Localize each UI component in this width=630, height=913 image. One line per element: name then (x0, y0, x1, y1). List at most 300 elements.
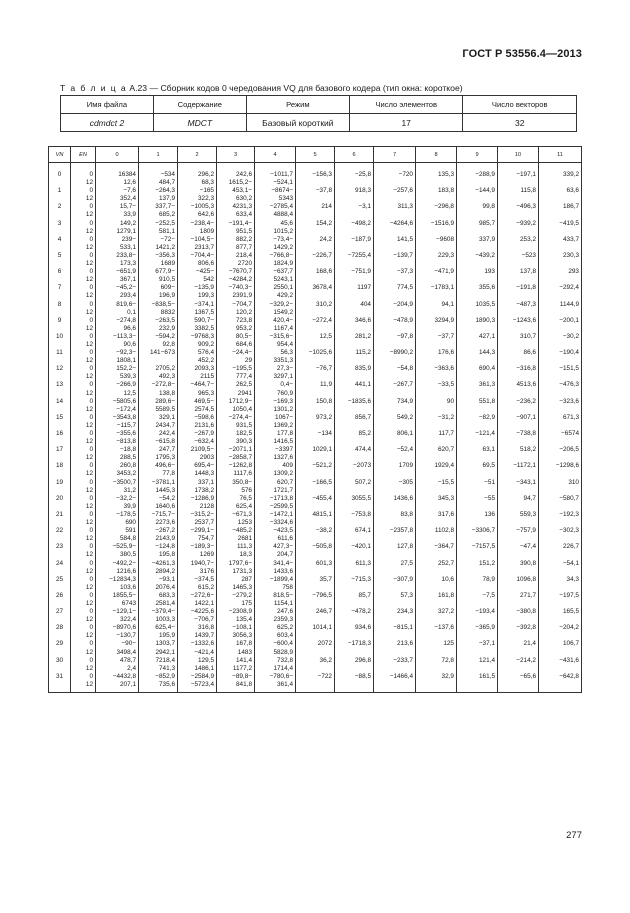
value-cell: 774,5 (374, 284, 416, 300)
value-cell: −907,1 (498, 414, 539, 430)
column-header: 4 (255, 147, 296, 163)
vector-number-cell: 31 (49, 673, 71, 693)
value-cell: −52,4 (374, 446, 416, 462)
value-cell: −753,8 (335, 511, 374, 527)
value-cell: 310,7 (498, 333, 539, 349)
element-index-cell: 0 12 (71, 430, 96, 446)
value-cell: −38,2 (296, 527, 335, 543)
table-row (49, 268, 582, 284)
value-cell: 404 (335, 301, 374, 317)
meta-values-row (61, 114, 577, 132)
value-cell: 559,3 (498, 511, 539, 527)
value-cell: −3,1 (335, 203, 374, 219)
value-cell: −1713,8 −2599,5 (255, 495, 296, 511)
element-index-cell: 0 12 (71, 236, 96, 252)
value-cell: 310,2 (296, 301, 335, 317)
value-cell: 177,8 1416,5 (255, 430, 296, 446)
value-cell: 625,4− 195,9 (139, 624, 178, 640)
value-cell: −8970,6 −130,7 (96, 624, 139, 640)
vector-number-cell: 21 (49, 511, 71, 527)
value-cell: 94,1 (416, 301, 457, 317)
value-cell: −25,8 (335, 163, 374, 188)
value-cell: −267,2 2143,9 (139, 527, 178, 543)
value-cell: −580,7 (539, 495, 582, 511)
value-cell: 69,5 (457, 462, 498, 478)
value-cell: −425− 542 (178, 268, 217, 284)
value-cell: 137,8 (498, 268, 539, 284)
value-cell: −166,5 (296, 479, 335, 495)
codebook-rows (49, 163, 582, 693)
element-index-cell: 0 12 (71, 495, 96, 511)
value-cell: −72− 1421,2 (139, 236, 178, 252)
value-cell: 835,9 (335, 365, 374, 381)
column-header: EN (71, 147, 96, 163)
value-cell: 260,8 3453,2 (96, 462, 139, 478)
table-row (49, 301, 582, 317)
value-cell: 551,8 (457, 398, 498, 414)
value-cell: 341,4− 1433,6 (255, 560, 296, 576)
value-cell: −523 (498, 252, 539, 268)
value-cell: 1197 (335, 284, 374, 300)
value-cell: 427,3− 204,7 (255, 543, 296, 559)
value-cell: 420,4− 1167,4 (255, 317, 296, 333)
value-cell: −423,5 611,6 (255, 527, 296, 543)
value-cell: 695,4− 1448,3 (178, 462, 217, 478)
value-cell: −18,8 288,5 (96, 446, 139, 462)
codebook-data-table (48, 146, 582, 693)
value-cell: 591 584,8 (96, 527, 139, 543)
value-cell: −236,2 (498, 398, 539, 414)
value-cell: −720 (374, 163, 416, 188)
value-cell: −190,4 (539, 349, 582, 365)
meta-header-filename: Имя файла (61, 96, 154, 114)
value-cell: 2550,1 429,2 (255, 284, 296, 300)
value-cell: 1303,7 2942,1 (139, 640, 178, 656)
value-cell: 83,8 (374, 511, 416, 527)
value-cell: −637,7 5243,1 (255, 268, 296, 284)
value-cell: 218,4 2720 (217, 252, 255, 268)
value-cell: 10,6 (416, 576, 457, 592)
table-row (49, 163, 582, 188)
table-row (49, 252, 582, 268)
vector-number-cell: 18 (49, 462, 71, 478)
table-row (49, 398, 582, 414)
value-cell: 57,3 (374, 592, 416, 608)
element-index-cell: 0 12 (71, 608, 96, 624)
vector-number-cell: 11 (49, 349, 71, 365)
value-cell: −1516,9 (416, 220, 457, 236)
value-cell: 985,7 (457, 220, 498, 236)
value-cell: −1005,3 642,6 (178, 203, 217, 219)
value-cell: 242,6 1615,2− (217, 163, 255, 188)
value-cell: −464,7− 965,3 (178, 381, 217, 397)
value-cell: −600,4 5828,9 (255, 640, 296, 656)
meta-header-content: Содержание (153, 96, 246, 114)
value-cell: −374,5 615,2 (178, 576, 217, 592)
value-cell: 296,2 68,3 (178, 163, 217, 188)
value-cell: 63,1 (457, 446, 498, 462)
value-cell: 918,3 (335, 187, 374, 203)
vector-number-cell: 8 (49, 301, 71, 317)
value-cell: −279,2 175 (217, 592, 255, 608)
value-cell: −7,5 (457, 592, 498, 608)
value-cell: 474,4 (335, 446, 374, 462)
value-cell: −1286,9 2128 (178, 495, 217, 511)
element-index-cell: 0 12 (71, 317, 96, 333)
value-cell: −431,6 (539, 657, 582, 673)
value-cell: 1797,6− 1731,3 (217, 560, 255, 576)
column-header: 8 (416, 147, 457, 163)
value-cell: 0,4− 760,9 (255, 381, 296, 397)
value-cell: 409 1309,2 (255, 462, 296, 478)
value-cell: −2584,9 −5723,4 (178, 673, 217, 693)
value-cell: 518,2 (498, 446, 539, 462)
value-cell: −2785,4 4888,4 (255, 203, 296, 219)
value-cell: 1102,8 (416, 527, 457, 543)
value-cell: 154,2 (296, 220, 335, 236)
value-cell: −796,5 (296, 592, 335, 608)
value-cell: 168,6 (296, 268, 335, 284)
table-row (49, 608, 582, 624)
value-cell: 15,7− 33,9 (96, 203, 139, 219)
value-cell: −88,5 (335, 673, 374, 693)
value-cell: 1712,9− 1050,4 (217, 398, 255, 414)
value-cell: 165,5 (539, 608, 582, 624)
vector-number-cell: 7 (49, 284, 71, 300)
value-cell: −2073 (335, 462, 374, 478)
value-cell: 683,3 2581,4 (139, 592, 178, 608)
value-cell: −7157,5 (457, 543, 498, 559)
value-cell: −838,5− 8832 (139, 301, 178, 317)
value-cell: −51 (457, 479, 498, 495)
value-cell: 34,3 (539, 576, 582, 592)
vector-number-cell: 24 (49, 560, 71, 576)
vector-number-cell: 9 (49, 317, 71, 333)
value-cell: −1718,3 (335, 640, 374, 656)
value-cell: 625,2 603,4 (255, 624, 296, 640)
column-header: 6 (335, 147, 374, 163)
value-cell: 289,6− 5589,5 (139, 398, 178, 414)
value-cell: −8674− 5343 (255, 187, 296, 203)
value-cell: 161,5 (457, 673, 498, 693)
value-cell: 151,2 (457, 560, 498, 576)
value-cell: 1855,5− 6743 (96, 592, 139, 608)
vector-number-cell: 2 (49, 203, 71, 219)
value-cell: −478,9 (374, 317, 416, 333)
value-cell: −32,2− 39,9 (96, 495, 139, 511)
value-cell: 1890,3 (457, 317, 498, 333)
value-cell: −642,8 (539, 673, 582, 693)
value-cell: 253,2 (498, 236, 539, 252)
value-cell: −12834,3 103,6 (96, 576, 139, 592)
value-cell: 856,7 (335, 414, 374, 430)
value-cell: −124,8 195,8 (139, 543, 178, 559)
value-cell: −37,3 (374, 268, 416, 284)
value-cell: 239− 533,1 (96, 236, 139, 252)
value-cell: 469,5− 2574,5 (178, 398, 217, 414)
value-cell: 72,8 (416, 657, 457, 673)
value-cell: 734,9 (374, 398, 416, 414)
value-cell: −1835,6 (335, 398, 374, 414)
value-cell: −37,1 (457, 640, 498, 656)
value-cell: −487,3 (498, 301, 539, 317)
value-cell: −302,3 (539, 527, 582, 543)
value-cell: 311,3 (374, 203, 416, 219)
value-cell: 732,8 1714,4 (255, 657, 296, 673)
vector-number-cell: 29 (49, 640, 71, 656)
value-cell: −9768,3 909,2 (178, 333, 217, 349)
value-cell: −3306,7 (457, 527, 498, 543)
value-cell: −97,8 (374, 333, 416, 349)
value-cell: 4231,3 633,4 (217, 203, 255, 219)
value-cell: 7218,4 741,3 (139, 657, 178, 673)
value-cell: 125 (416, 640, 457, 656)
value-cell: −492,2− 1216,6 (96, 560, 139, 576)
value-cell: −187,9 (335, 236, 374, 252)
value-cell: −31,2 (416, 414, 457, 430)
table-row (49, 236, 582, 252)
value-cell: 478,7 2,4 (96, 657, 139, 673)
value-cell: −197,1 (498, 163, 539, 188)
column-header: 3 (217, 147, 255, 163)
value-cell: −3397 1327,6 (255, 446, 296, 462)
value-cell: 609− 196,9 (139, 284, 178, 300)
value-cell: 1035,5 (457, 301, 498, 317)
value-cell: −455,4 (296, 495, 335, 511)
value-cell: 144,3 (457, 349, 498, 365)
vector-number-cell: 3 (49, 220, 71, 236)
value-cell: −740,3− 2391,9 (217, 284, 255, 300)
value-cell: 3678,4 (296, 284, 335, 300)
value-cell: 186,7 (539, 203, 582, 219)
element-index-cell: 0 12 (71, 511, 96, 527)
value-cell: −594,2 92,8 (139, 333, 178, 349)
value-cell: −165 322,3 (178, 187, 217, 203)
column-header: 7 (374, 147, 416, 163)
table-row (49, 365, 582, 381)
value-cell: −316,8 (498, 365, 539, 381)
table-row (49, 624, 582, 640)
value-cell: 507,2 (335, 479, 374, 495)
value-cell: −54,2 1640,6 (139, 495, 178, 511)
value-cell: 806,1 (374, 430, 416, 446)
value-cell: −4264,6 (374, 220, 416, 236)
value-cell: −315,2− 2537,7 (178, 511, 217, 527)
value-cell: −193,4 (457, 608, 498, 624)
value-cell: −89,8− 841,8 (217, 673, 255, 693)
value-cell: −374,1 1367,5 (178, 301, 217, 317)
value-cell: 2705,2 492,3 (139, 365, 178, 381)
value-cell: 433,7 (539, 236, 582, 252)
value-cell: 234,3 (374, 608, 416, 624)
value-cell: −15,5 (416, 479, 457, 495)
value-cell: 549,2 (374, 414, 416, 430)
value-cell: −272,4 (296, 317, 335, 333)
value-cell: 2109,5− 2903 (178, 446, 217, 462)
value-cell: −751,9 (335, 268, 374, 284)
element-index-cell: 0 12 (71, 203, 96, 219)
value-cell: −485,2 2681 (217, 527, 255, 543)
value-cell: −134 (296, 430, 335, 446)
vector-number-cell: 22 (49, 527, 71, 543)
value-cell: 176,6 (416, 349, 457, 365)
element-index-cell: 0 12 (71, 543, 96, 559)
value-cell: −939,2 (498, 220, 539, 236)
value-cell: 252,7 (416, 560, 457, 576)
value-cell: −315,6− 954,4 (255, 333, 296, 349)
value-cell: 35,7 (296, 576, 335, 592)
value-cell: −121,4 (457, 430, 498, 446)
value-cell: 213,6 (374, 640, 416, 656)
value-cell: −104,5− 2313,7 (178, 236, 217, 252)
value-cell: 149,2 1279,1 (96, 220, 139, 236)
value-cell: 1096,8 (498, 576, 539, 592)
value-cell: −329,2− 1549,2 (255, 301, 296, 317)
element-index-cell: 0 12 (71, 576, 96, 592)
value-cell: −65,6 (498, 673, 539, 693)
value-cell: −671,3 1253 (217, 511, 255, 527)
value-cell: −37,8 (296, 187, 335, 203)
value-cell: 1014,1 (296, 624, 335, 640)
value-cell: −191,8 (498, 284, 539, 300)
vector-number-cell: 15 (49, 414, 71, 430)
value-cell: 247,7 1795,3 (139, 446, 178, 462)
value-cell: −419,5 (539, 220, 582, 236)
value-cell: 4513,6 (498, 381, 539, 397)
value-cell: −30,2 (539, 333, 582, 349)
value-cell: 2072 (296, 640, 335, 656)
element-index-cell: 0 12 (71, 268, 96, 284)
value-cell: 1029,1 (296, 446, 335, 462)
value-cell: −722 (296, 673, 335, 693)
value-cell: −93,1 2076,4 (139, 576, 178, 592)
vector-number-cell: 28 (49, 624, 71, 640)
value-cell: 183,8 (416, 187, 457, 203)
standard-number: ГОСТ Р 53556.4—2013 (462, 48, 582, 60)
value-cell: −267,7 (374, 381, 416, 397)
value-cell: −264,3 137,9 (139, 187, 178, 203)
value-cell: −1025,6 (296, 349, 335, 365)
table-row (49, 414, 582, 430)
value-cell: 136 (457, 511, 498, 527)
value-cell: 242,4 −615,8 (139, 430, 178, 446)
value-cell: 1144,9 (539, 301, 582, 317)
element-index-cell: 0 12 (71, 673, 96, 693)
value-cell: 674,1 (335, 527, 374, 543)
value-cell: −505,8 (296, 543, 335, 559)
value-cell: 230,3 (539, 252, 582, 268)
value-cell: −356,3 1689 (139, 252, 178, 268)
value-cell: −3500,7 31,2 (96, 479, 139, 495)
value-cell: 453,1− 630,2 (217, 187, 255, 203)
value-cell: 441,1 (335, 381, 374, 397)
column-header: 1 (139, 147, 178, 163)
column-header: 2 (178, 147, 217, 163)
table-label: Т а б л и ц а (60, 83, 127, 93)
value-cell: 281,2 (335, 333, 374, 349)
value-cell: −525,9− 380,5 (96, 543, 139, 559)
value-cell: −238,4− 1809 (178, 220, 217, 236)
value-cell: 271,7 (498, 592, 539, 608)
value-cell: 329,1 2434,7 (139, 414, 178, 430)
value-cell: −715,7− 2273,6 (139, 511, 178, 527)
element-index-cell: 0 12 (71, 624, 96, 640)
value-cell: −355,6 −813,8 (96, 430, 139, 446)
value-cell: −299,1− 754,7 (178, 527, 217, 543)
value-cell: −288,9 (457, 163, 498, 188)
table-row (49, 657, 582, 673)
value-cell: −178,5 690 (96, 511, 139, 527)
value-cell: 27,3− 3297,1 (255, 365, 296, 381)
value-cell: 350,8− 576 (217, 479, 255, 495)
value-cell: 355,6 (457, 284, 498, 300)
column-header: 0 (96, 147, 139, 163)
element-index-cell: 0 12 (71, 479, 96, 495)
value-cell: −113,3− 90,6 (96, 333, 139, 349)
value-cell: 76,5 625,4 (217, 495, 255, 511)
value-cell: 4815,1 (296, 511, 335, 527)
value-cell: 85,2 (335, 430, 374, 446)
value-cell: −305 (374, 479, 416, 495)
value-cell: 934,6 (335, 624, 374, 640)
value-cell: 117,7 (416, 430, 457, 446)
element-index-cell: 0 12 (71, 333, 96, 349)
value-cell: 287 1465,3 (217, 576, 255, 592)
value-cell: 127,8 (374, 543, 416, 559)
value-cell: 115,2 (335, 349, 374, 365)
element-index-cell: 0 12 (71, 462, 96, 478)
value-cell: −4225,6 −706,7 (178, 608, 217, 624)
table-row (49, 203, 582, 219)
column-header: VN (49, 147, 71, 163)
table-row (49, 284, 582, 300)
value-cell: 346,6 (335, 317, 374, 333)
vector-number-cell: 26 (49, 592, 71, 608)
value-cell: 427,1 (457, 333, 498, 349)
value-cell: 233,8− 173,3 (96, 252, 139, 268)
value-cell: −5805,6 −172,4 (96, 398, 139, 414)
value-cell: 11,9 (296, 381, 335, 397)
value-cell: 226,7 (539, 543, 582, 559)
table-row (49, 592, 582, 608)
value-cell: 882,2 877,7 (217, 236, 255, 252)
value-cell: 1929,4 (416, 462, 457, 478)
value-cell: −139,7 (374, 252, 416, 268)
vector-number-cell: 14 (49, 398, 71, 414)
value-cell: −263,5 232,9 (139, 317, 178, 333)
value-cell: 690,4 (457, 365, 498, 381)
table-row (49, 446, 582, 462)
value-cell: 1709 (374, 462, 416, 478)
value-cell: 310 (539, 479, 582, 495)
value-cell: 99,8 (457, 203, 498, 219)
meta-header-vectors: Число векторов (463, 96, 577, 114)
table-row (49, 560, 582, 576)
value-cell: 262,5 2941 (217, 381, 255, 397)
value-cell: −476,3 (539, 381, 582, 397)
element-index-cell: 0 12 (71, 657, 96, 673)
value-cell: −704,7 120,2 (217, 301, 255, 317)
element-index-cell: 0 12 (71, 527, 96, 543)
value-cell: −363,6 (416, 365, 457, 381)
value-cell: −137,6 (416, 624, 457, 640)
value-cell: −3543,8 −115,7 (96, 414, 139, 430)
value-cell: −364,7 (416, 543, 457, 559)
element-index-cell: 0 12 (71, 284, 96, 300)
column-header: 5 (296, 147, 335, 163)
value-cell: −534 484,7 (139, 163, 178, 188)
value-cell: 141,4 1177,2 (217, 657, 255, 673)
